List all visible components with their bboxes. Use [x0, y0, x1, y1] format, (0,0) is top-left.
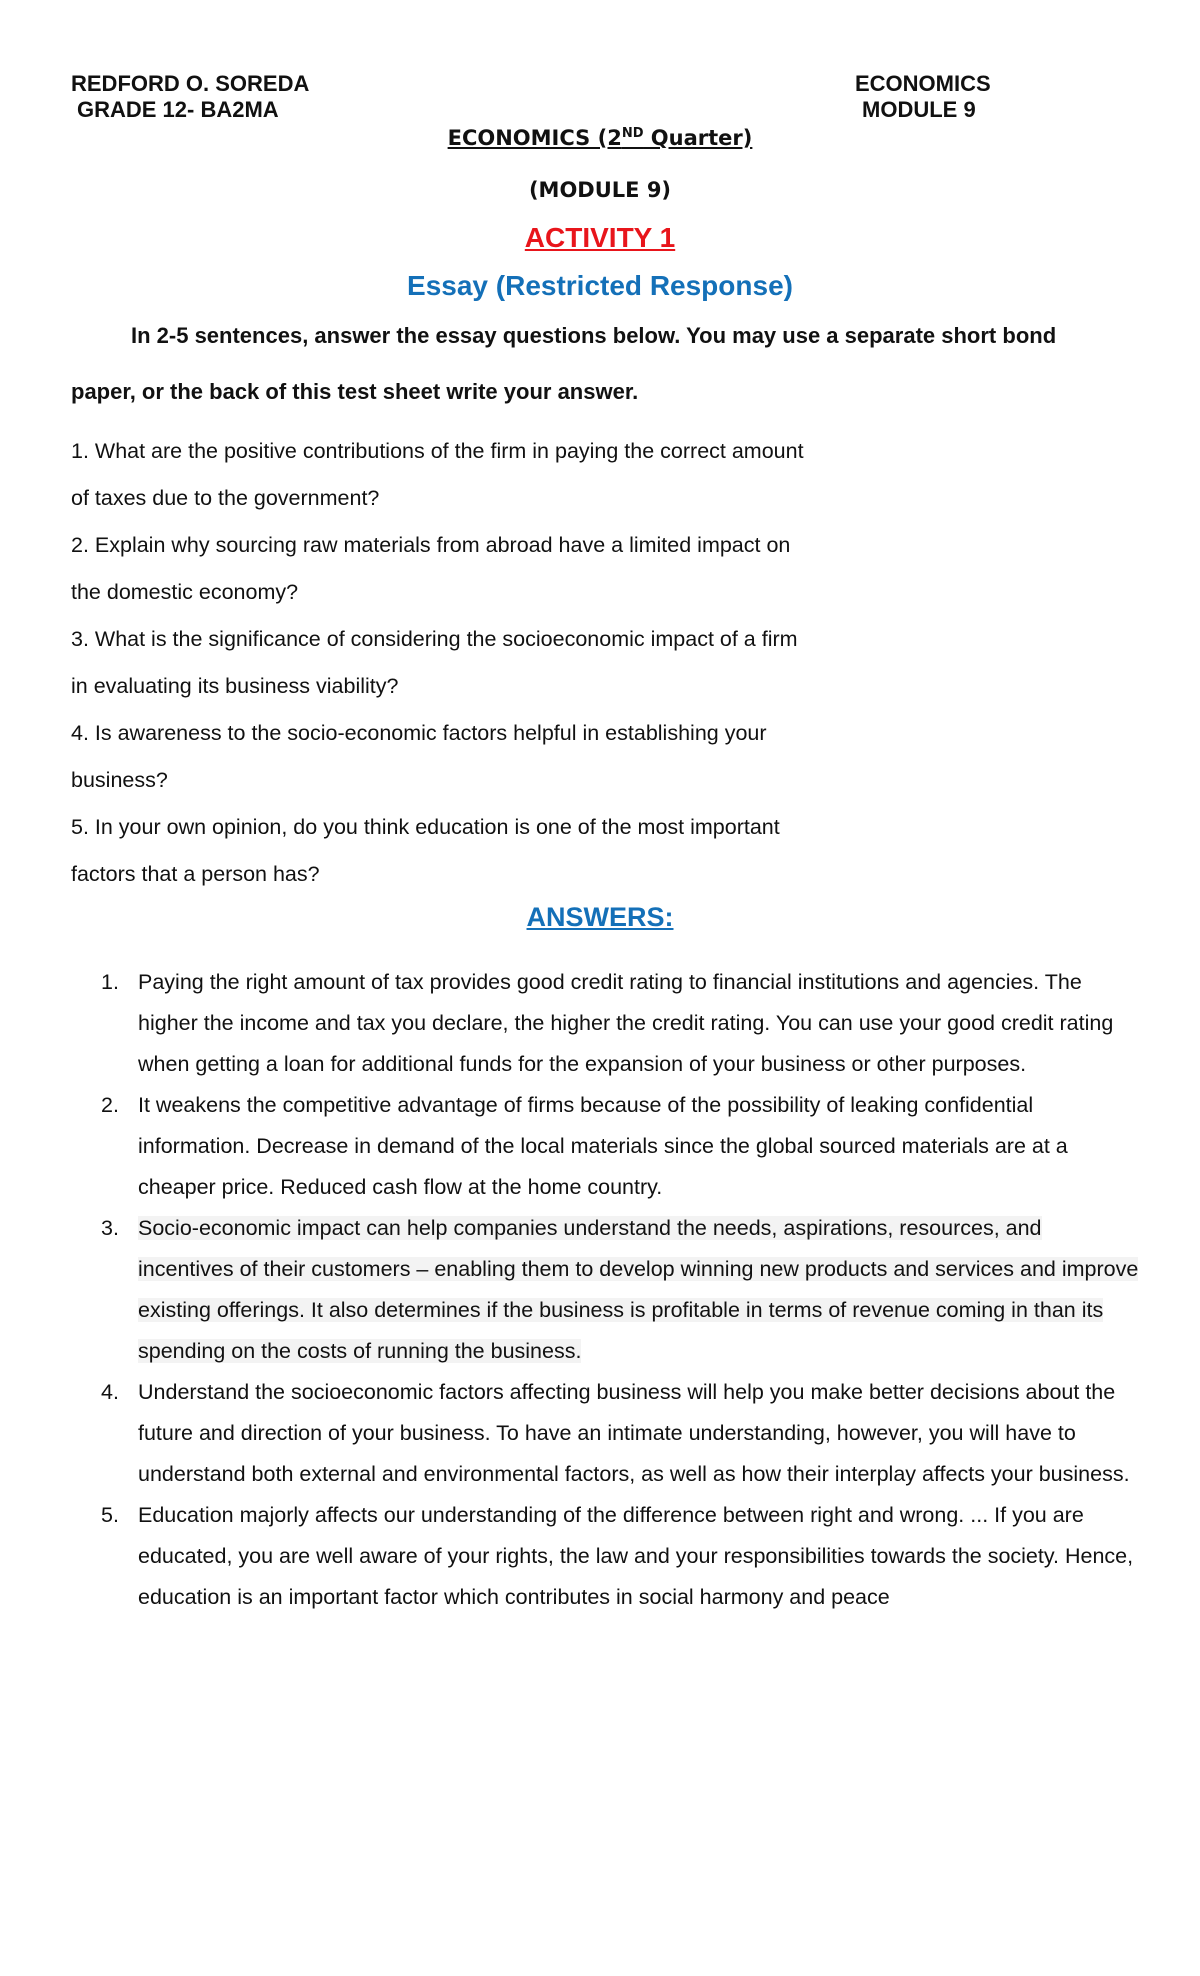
student-name: REDFORD O. SOREDA [71, 71, 310, 96]
question-line: business? [71, 768, 168, 792]
title-superscript: ND [621, 126, 644, 141]
answer-text: Paying the right amount of tax provides good credit rating to financial institutions and agencies. The higher the income and tax you declare, the higher the credit rating. You can use your good credit rating when getting a loan for additional funds for the expansion of your business or other purposes. [138, 970, 1114, 1076]
answers-heading: ANSWERS: [526, 902, 674, 932]
activity-title: ACTIVITY 1 [524, 222, 676, 253]
page-title [0, 126, 1200, 150]
answer-number: 3. [101, 1216, 119, 1240]
student-grade: GRADE 12- BA2MA [77, 97, 279, 122]
answer-text: Education majorly affects our understanding of the difference between right and wrong. ... If you are educated, you are well aware of your rights, the law and your responsibilities towards the society. Hence, education is an important factor which contributes in social harmony and peace [138, 1503, 1134, 1609]
essay-title: Essay (Restricted Response) [407, 270, 793, 301]
answer-item [93, 1495, 1143, 1618]
module-name: MODULE 9 [862, 97, 976, 122]
instructions-line-2: paper, or the back of this test sheet write your answer. [71, 379, 639, 404]
answer-item [93, 1085, 1143, 1208]
question-line: 4. Is awareness to the socio-economic factors helpful in establishing your [71, 721, 767, 745]
answer-text: It weakens the competitive advantage of firms because of the possibility of leaking confidential information. Decrease in demand of the local materials since the global sourced materials are at a cheaper price. Reduced cash flow at the home country. [138, 1093, 1068, 1199]
question-line: 1. What are the positive contributions of the firm in paying the correct amount [71, 439, 804, 463]
instructions-line-1: In 2-5 sentences, answer the essay questions below. You may use a separate short bond [131, 323, 1057, 348]
answer-number: 5. [101, 1503, 119, 1527]
answer-number: 1. [101, 970, 119, 994]
question-line: 5. In your own opinion, do you think education is one of the most important [71, 815, 780, 839]
answer-item [93, 962, 1143, 1085]
answer-item [93, 1208, 1143, 1372]
question-line: 2. Explain why sourcing raw materials from abroad have a limited impact on [71, 533, 791, 557]
subject-info [855, 71, 991, 123]
question-line: of taxes due to the government? [71, 486, 380, 510]
question-list [71, 428, 971, 898]
answer-number: 4. [101, 1380, 119, 1404]
answer-number: 2. [101, 1093, 119, 1117]
question-line: in evaluating its business viability? [71, 674, 399, 698]
question-line: 3. What is the significance of considering the socioeconomic impact of a firm [71, 627, 798, 651]
title-prefix: ECONOMICS (2 [447, 126, 622, 150]
answer-list [93, 962, 1143, 1618]
answer-text: Socio-economic impact can help companies understand the needs, aspirations, resources, and incentives of their customers – enabling them to develop winning new products and services and improve existing offerings. It also determines if the business is profitable in terms of revenue coming in than its spending on the costs of running the business. [138, 1216, 1139, 1363]
module-title: (MODULE 9) [528, 178, 672, 202]
student-info [71, 71, 309, 123]
question-line: factors that a person has? [71, 862, 320, 886]
instructions [71, 308, 1141, 420]
answer-item [93, 1372, 1143, 1495]
title-suffix: Quarter) [643, 126, 753, 150]
answer-text: Understand the socioeconomic factors affecting business will help you make better decisions about the future and direction of your business. To have an intimate understanding, however, you will have to understand both external and environmental factors, as well as how their interplay affects your business. [138, 1380, 1130, 1486]
subject-name: ECONOMICS [855, 71, 991, 96]
question-line: the domestic economy? [71, 580, 299, 604]
